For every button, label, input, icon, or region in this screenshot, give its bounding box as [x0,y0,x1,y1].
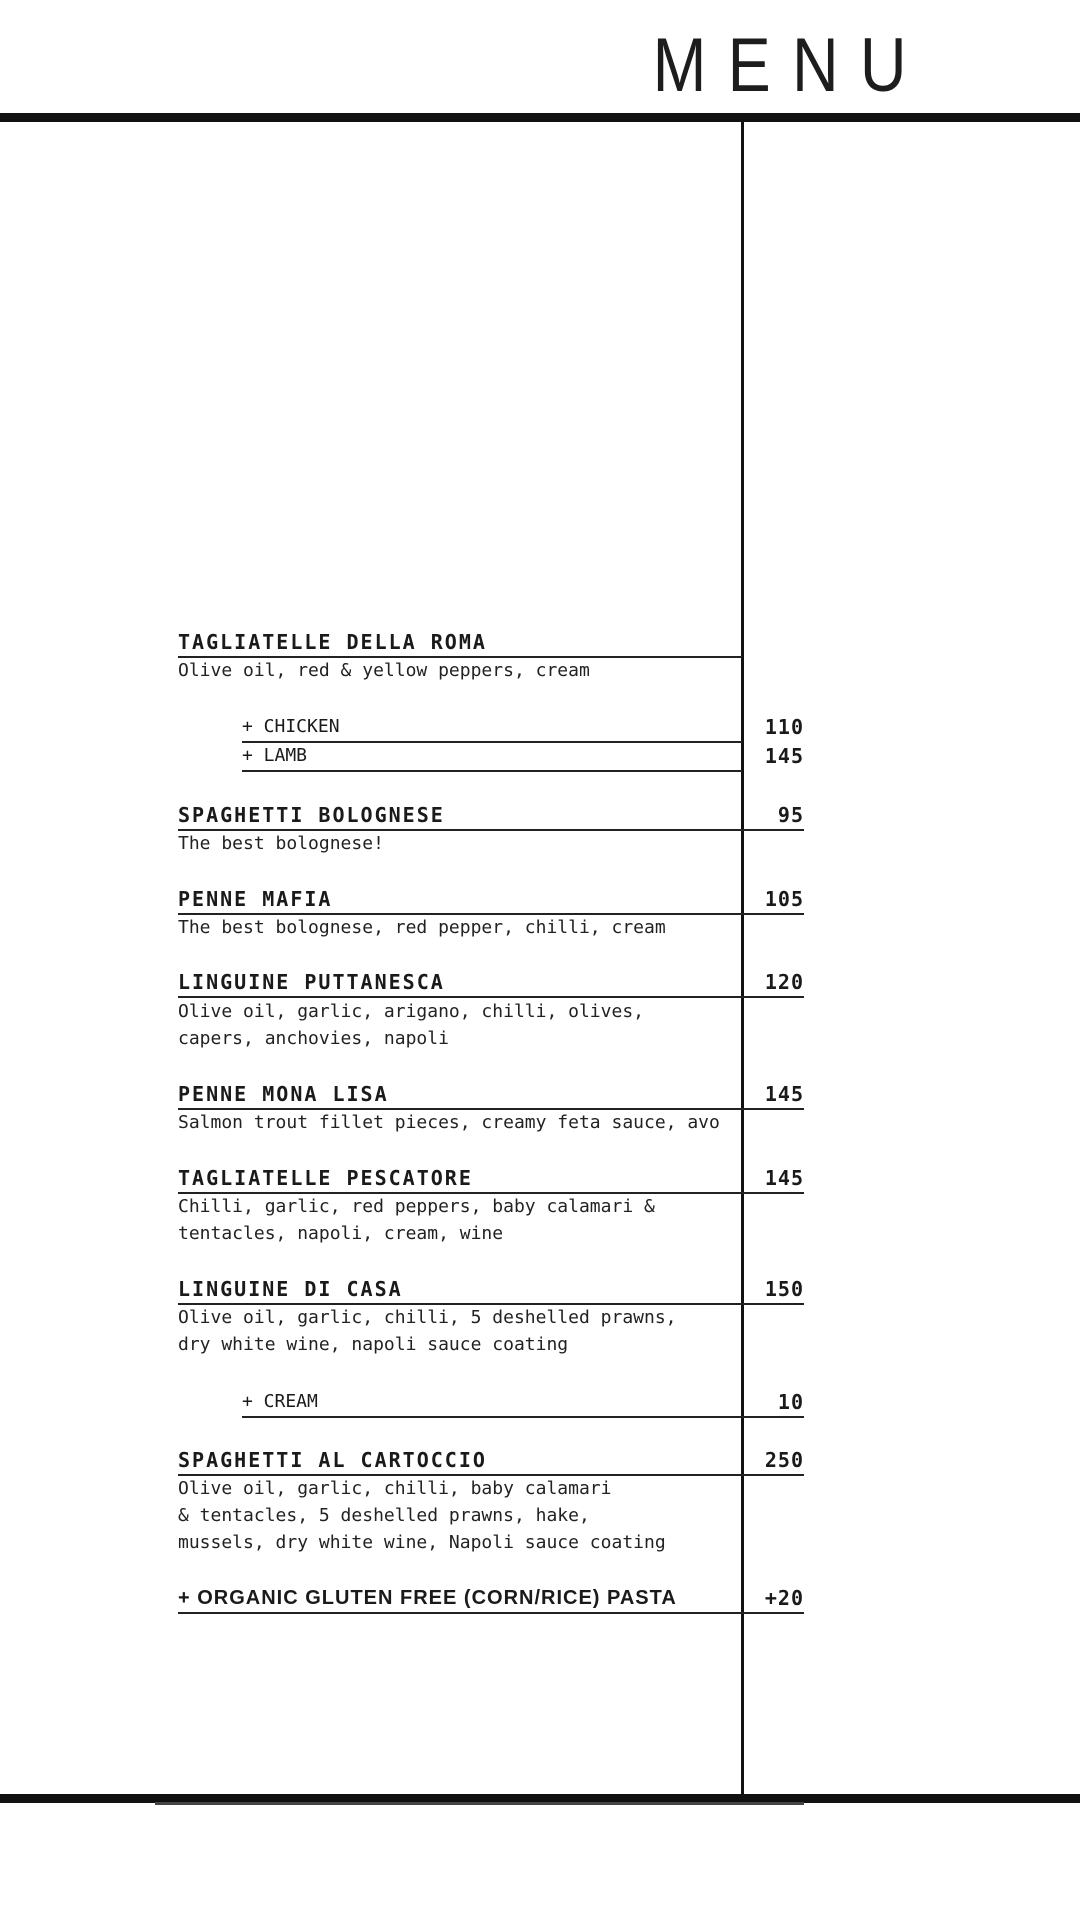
gluten-free-option [178,1586,804,1610]
item-description: Olive oil, garlic, arigano, chilli, olives, [178,1001,644,1022]
addon-item [242,1390,804,1414]
item-price: 145 [764,1166,804,1190]
item-description: Olive oil, garlic, chilli, baby calamari [178,1478,612,1499]
item-name: TAGLIATELLE DELLA ROMA [178,630,487,654]
item-name: LINGUINE DI CASA [178,1277,403,1301]
addon-name: + CHICKEN [242,716,340,737]
item-name: LINGUINE PUTTANESCA [178,970,445,994]
item-description: The best bolognese! [178,833,384,854]
item-description: capers, anchovies, napoli [178,1028,449,1049]
item-description: dry white wine, napoli sauce coating [178,1334,569,1355]
addon-underline [242,741,742,743]
item-name: SPAGHETTI AL CARTOCCIO [178,1448,487,1472]
item-price: 250 [764,1448,804,1472]
top-divider [0,113,1080,122]
addon-price: 145 [764,744,804,768]
item-description: Chilli, garlic, red peppers, baby calamari & [178,1196,655,1217]
gluten-free-label: + ORGANIC GLUTEN FREE (CORN/RICE) PASTA [178,1587,677,1609]
addon-price: 10 [777,1390,804,1414]
menu-item [178,803,804,827]
addon-item [242,715,804,739]
item-description: The best bolognese, red pepper, chilli, cream [178,917,666,938]
addon-name: + CREAM [242,1391,318,1412]
item-description: Olive oil, red & yellow peppers, cream [178,660,590,681]
addon-underline [242,1416,804,1418]
item-price: 120 [764,970,804,994]
addon-price: 110 [764,715,804,739]
gluten-free-underline [178,1612,804,1614]
item-price: 95 [777,803,804,827]
item-description: Olive oil, garlic, chilli, 5 deshelled prawns, [178,1307,677,1328]
item-price: 145 [764,1082,804,1106]
addon-name: + LAMB [242,745,308,766]
menu-item [178,970,804,994]
menu-item [178,630,804,654]
menu-item [178,1277,804,1301]
menu-title: MENU [652,23,928,108]
price-column-divider [741,120,744,1796]
item-name: PENNE MONA LISA [178,1082,389,1106]
item-name: PENNE MAFIA [178,887,333,911]
item-description: mussels, dry white wine, Napoli sauce coating [178,1532,666,1553]
menu-item [178,1448,804,1472]
item-price: 105 [764,887,804,911]
item-description: & tentacles, 5 deshelled prawns, hake, [178,1505,590,1526]
gluten-free-price: +20 [764,1586,804,1610]
addon-item [242,744,804,768]
item-price: 150 [764,1277,804,1301]
item-name: SPAGHETTI BOLOGNESE [178,803,445,827]
item-name: TAGLIATELLE PESCATORE [178,1166,473,1190]
addon-underline [242,770,742,772]
menu-item [178,1082,804,1106]
menu-item [178,887,804,911]
bottom-divider-accent [155,1802,804,1805]
item-description: tentacles, napoli, cream, wine [178,1223,504,1244]
menu-item [178,1166,804,1190]
item-description: Salmon trout fillet pieces, creamy feta sauce, avo [178,1112,720,1133]
